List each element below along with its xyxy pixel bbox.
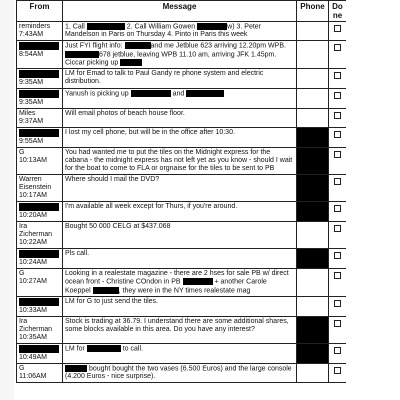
message-cell	[63, 22, 297, 41]
done-checkbox[interactable]	[334, 347, 341, 354]
from-line: 10:27AM	[19, 278, 48, 286]
redaction-bar	[186, 90, 224, 97]
done-checkbox[interactable]	[334, 44, 341, 51]
message-cell	[63, 148, 297, 175]
from-line: G	[19, 270, 25, 278]
redaction-bar	[19, 203, 59, 211]
message-text: I'm available all week except for Thurs, if you're around.	[65, 203, 238, 211]
phone-cell	[297, 109, 329, 128]
message-row	[17, 202, 347, 222]
done-cell	[329, 69, 347, 89]
message-text: Will email photos of beach house floor.	[65, 110, 185, 118]
message-row	[17, 128, 347, 148]
from-cell	[17, 109, 63, 128]
message-cell	[63, 128, 297, 148]
from-line: Eisenstein	[19, 184, 52, 192]
message-text: + another Carole Koeppel	[65, 278, 267, 295]
phone-cell	[297, 269, 329, 297]
message-text: Pls call.	[65, 250, 90, 258]
redaction-bar	[183, 278, 213, 285]
message-cell	[63, 89, 297, 109]
message-cell	[63, 202, 297, 222]
message-text: Bought 50 000 CELG at $437.068	[65, 223, 171, 231]
phone-cell	[297, 202, 329, 222]
done-cell	[329, 344, 347, 364]
message-text: bought bought the two vases (6.500 Euros) and the large console (4.200 Euros - nice surprise).	[65, 365, 292, 381]
message-text: You had wanted me to put the tiles on the Midnight express for the cabana - the midnight express has not left yet as you know - should I wait for the boat to come to FLA or orgnaise for the tiles to be sent to PB	[65, 149, 293, 173]
from-cell	[17, 128, 63, 148]
from-line: G	[19, 149, 25, 157]
message-cell	[63, 109, 297, 128]
done-cell	[329, 202, 347, 222]
from-line: 10:20AM	[19, 212, 48, 220]
from-cell	[17, 202, 63, 222]
message-text: w) 3. Peter Mandelson in Paris on Thursday 4. Pinto in Paris this week	[65, 23, 262, 39]
from-line: reminders	[19, 23, 51, 30]
done-cell	[329, 109, 347, 128]
from-cell	[17, 249, 63, 269]
from-cell	[17, 344, 63, 364]
done-checkbox[interactable]	[334, 272, 341, 279]
done-cell	[329, 222, 347, 249]
message-cell	[63, 69, 297, 89]
done-cell	[329, 269, 347, 297]
from-cell	[17, 269, 63, 297]
message-row	[17, 222, 347, 249]
from-line: 10:22AM	[19, 239, 48, 247]
redaction-bar	[19, 90, 59, 98]
message-row	[17, 41, 347, 69]
done-cell	[329, 41, 347, 69]
message-cell	[63, 222, 297, 249]
message-text: Stock is trading at 36.79. I understand there are some additional shares, some blocks available in this area. Do you have any interest?	[65, 318, 289, 334]
phone-cell	[297, 222, 329, 249]
message-text: I lost my cell phone, but will be in the office after 10:30.	[65, 129, 235, 137]
from-cell	[17, 89, 63, 109]
done-checkbox[interactable]	[334, 252, 341, 259]
from-cell	[17, 22, 63, 41]
from-line: 10:49AM	[19, 354, 48, 362]
from-cell	[17, 175, 63, 202]
scan-margin	[0, 0, 14, 400]
message-text: and	[170, 90, 187, 98]
message-cell	[63, 41, 297, 69]
header-phone: Phone	[297, 1, 329, 22]
redaction-bar	[19, 70, 59, 78]
done-checkbox[interactable]	[334, 178, 341, 185]
from-line: 9:35AM	[19, 79, 44, 87]
message-row	[17, 269, 347, 297]
from-line: 10:24AM	[19, 259, 48, 267]
message-log-sheet	[16, 0, 346, 400]
header-row	[17, 1, 347, 22]
message-text: LM for	[65, 345, 87, 353]
phone-cell	[297, 69, 329, 89]
from-cell	[17, 148, 63, 175]
done-checkbox[interactable]	[334, 72, 341, 79]
message-text: and me Jetblue 623 arriving 12.20pm WPB.	[150, 42, 286, 50]
phone-cell	[297, 148, 329, 175]
from-cell	[17, 41, 63, 69]
done-checkbox[interactable]	[334, 320, 341, 327]
from-line: 10:13AM	[19, 157, 48, 165]
redaction-bar	[120, 59, 142, 66]
done-checkbox[interactable]	[334, 205, 341, 212]
phone-cell	[297, 249, 329, 269]
done-cell	[329, 297, 347, 317]
done-cell	[329, 175, 347, 202]
message-row	[17, 175, 347, 202]
from-line: 7:43AM	[19, 31, 44, 38]
message-row	[17, 317, 347, 344]
from-line: 9:35AM	[19, 99, 44, 107]
message-text: LM for G to just send the tiles.	[65, 298, 158, 306]
message-rows	[17, 22, 347, 383]
done-checkbox[interactable]	[334, 112, 341, 119]
message-row	[17, 22, 347, 41]
message-text: 2. Call William Gowen	[124, 23, 198, 31]
from-line: 9:55AM	[19, 138, 44, 146]
done-cell	[329, 148, 347, 175]
done-checkbox[interactable]	[334, 131, 341, 138]
message-text: Looking in a realestate magazine - there are 2 hses for sale PB w/ direct ocean front - Christine COndon in PB	[65, 270, 289, 286]
redaction-bar	[19, 129, 59, 137]
from-line: 10:35AM	[19, 334, 48, 342]
from-line: Ira	[19, 318, 28, 326]
from-cell	[17, 317, 63, 344]
message-text: 678 jetblue, leaving WPB 11.10 am, arriving JFK 1.45pm. Ciccar picking up	[65, 51, 277, 67]
from-line: 9:37AM	[19, 118, 44, 126]
done-cell	[329, 317, 347, 344]
redaction-bar	[19, 250, 59, 258]
message-cell	[63, 249, 297, 269]
from-line: 8:54AM	[19, 51, 44, 59]
from-cell	[17, 222, 63, 249]
from-line: Warren	[19, 176, 42, 184]
message-text: , they were in the NY times realestate mag	[118, 287, 251, 295]
phone-cell	[297, 128, 329, 148]
phone-cell	[297, 364, 329, 383]
redaction-bar	[125, 42, 151, 49]
redaction-bar	[131, 90, 171, 97]
message-cell	[63, 344, 297, 364]
redaction-bar	[19, 42, 59, 50]
message-text: LM for Emad to talk to Paul Gandy re phone system and electric distribution.	[65, 70, 264, 86]
redaction-bar	[93, 287, 119, 294]
phone-cell	[297, 89, 329, 109]
done-cell	[329, 128, 347, 148]
done-cell	[329, 89, 347, 109]
done-checkbox[interactable]	[334, 300, 341, 307]
from-cell	[17, 364, 63, 383]
from-cell	[17, 297, 63, 317]
message-row	[17, 148, 347, 175]
phone-cell	[297, 175, 329, 202]
message-cell	[63, 317, 297, 344]
message-row	[17, 249, 347, 269]
from-line: Zicherman	[19, 326, 53, 334]
done-checkbox[interactable]	[334, 225, 341, 232]
message-row	[17, 89, 347, 109]
message-row	[17, 69, 347, 89]
message-text: Yanush is picking up	[65, 90, 131, 98]
message-text: to call.	[120, 345, 143, 353]
from-line: 10:17AM	[19, 192, 48, 200]
from-line: 11:06AM	[19, 373, 47, 381]
done-checkbox[interactable]	[334, 367, 341, 374]
redaction-bar	[87, 345, 121, 352]
redaction-bar	[87, 23, 125, 30]
header-from: From	[17, 1, 63, 22]
done-cell	[329, 364, 347, 383]
message-cell	[63, 269, 297, 297]
message-row	[17, 344, 347, 364]
done-checkbox[interactable]	[334, 151, 341, 158]
message-row	[17, 364, 347, 383]
message-text: Where should I mail the DVD?	[65, 176, 160, 184]
phone-cell	[297, 22, 329, 41]
message-cell	[63, 175, 297, 202]
from-line: Miles	[19, 110, 36, 118]
redaction-bar	[19, 345, 59, 353]
header-message: Message	[63, 1, 297, 22]
from-cell	[17, 69, 63, 89]
message-text: 1. Call	[65, 23, 87, 31]
phone-cell	[297, 297, 329, 317]
message-text: Just FYI flight info:	[65, 42, 125, 50]
phone-cell	[297, 41, 329, 69]
message-cell	[63, 297, 297, 317]
message-row	[17, 109, 347, 128]
redaction-bar	[65, 365, 87, 372]
done-cell	[329, 249, 347, 269]
redaction-bar	[65, 51, 99, 58]
header-done: Done	[329, 1, 347, 22]
message-cell	[63, 364, 297, 383]
from-line: G	[19, 365, 25, 373]
done-cell	[329, 22, 347, 41]
message-log-table	[16, 0, 346, 383]
phone-cell	[297, 344, 329, 364]
phone-cell	[297, 317, 329, 344]
from-line: Ira	[19, 223, 28, 231]
redaction-bar	[19, 298, 59, 306]
from-line: Zicherman	[19, 231, 53, 239]
from-line: 10:33AM	[19, 307, 48, 315]
message-row	[17, 297, 347, 317]
redaction-bar	[197, 23, 227, 30]
done-checkbox[interactable]	[334, 92, 341, 99]
done-checkbox[interactable]	[334, 25, 341, 32]
